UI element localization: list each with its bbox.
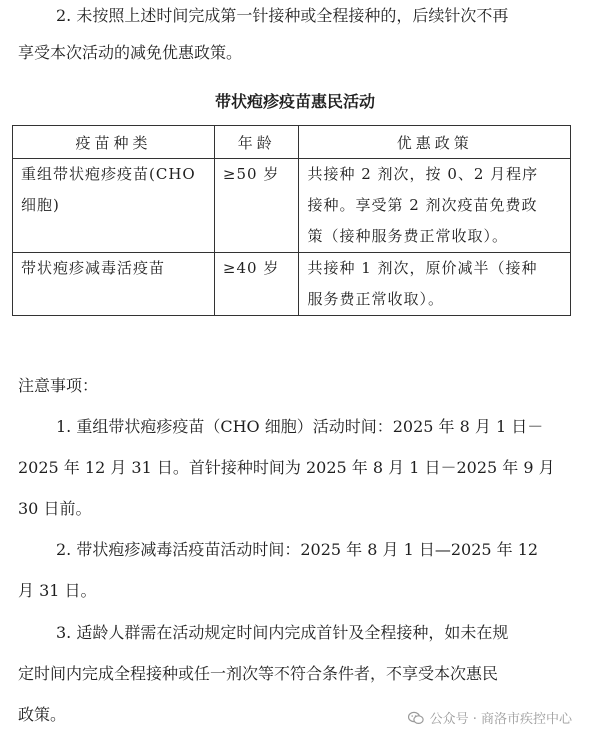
cell-text: 共接种 2 剂次，按 0、2 月程序 (307, 165, 539, 183)
intro-line-2: 享受本次活动的减免优惠政策。 (18, 43, 243, 62)
note-3-line-1: 3. 适龄人群需在活动规定时间内完成首针及全程接种，如未在规 (56, 623, 509, 642)
table-row (13, 159, 571, 253)
cell-text: ≥50 岁 (222, 165, 280, 183)
table-row (13, 253, 571, 316)
cell-text: 细胞) (21, 196, 60, 214)
note-3-line-2: 定时间内完成全程接种或任一剂次等不符合条件者，不享受本次惠民 (18, 664, 499, 683)
cell-spacer (21, 284, 206, 315)
watermark (408, 708, 572, 727)
cell-vaccine-type (13, 159, 215, 253)
cell-age (214, 253, 299, 316)
intro-line-1: 2. 未按照上述时间完成第一针接种或全程接种的，后续针次不再 (56, 6, 509, 25)
vaccine-table (12, 125, 571, 316)
cell-spacer (21, 221, 206, 252)
cell-text: 服务费正常收取）。 (307, 290, 444, 308)
table-header-row (13, 126, 571, 159)
table-title: 带状疱疹疫苗惠民活动 (214, 92, 375, 111)
cell-vaccine-type (13, 253, 215, 316)
header-age: 年龄 (214, 126, 299, 159)
header-vaccine-type: 疫苗种类 (13, 126, 215, 159)
cell-text: 重组带状疱疹疫苗(CHO (21, 165, 196, 183)
header-policy: 优惠政策 (299, 126, 571, 159)
note-3-line-3: 政策。 (18, 705, 67, 724)
note-1-line-2: 2025 年 12 月 31 日。首针接种时间为 2025 年 8 月 1 日－2025 年 9 月 (18, 458, 555, 477)
cell-text: ≥40 岁 (222, 259, 280, 277)
cell-policy (299, 159, 571, 253)
watermark-text: 公众号 · 商洛市疾控中心 (429, 712, 572, 727)
cell-age (214, 159, 299, 253)
cell-text: 共接种 1 剂次，原价减半（接种 (307, 259, 538, 277)
notes-heading: 注意事项： (18, 376, 99, 395)
note-2-line-2: 月 31 日。 (18, 581, 97, 600)
note-1-line-3: 30 日前。 (18, 499, 92, 518)
cell-policy (299, 253, 571, 316)
cell-text: 策（接种服务费正常收取）。 (307, 227, 508, 245)
cell-text: 带状疱疹减毒活疫苗 (21, 259, 166, 277)
wechat-icon (408, 711, 424, 725)
note-2-line-1: 2. 带状疱疹减毒活疫苗活动时间：2025 年 8 月 1 日—2025 年 12 (56, 540, 539, 559)
cell-text: 接种。享受第 2 剂次疫苗免费政 (307, 196, 538, 214)
note-1-line-1: 1. 重组带状疱疹疫苗（CHO 细胞）活动时间：2025 年 8 月 1 日－ (56, 417, 544, 436)
